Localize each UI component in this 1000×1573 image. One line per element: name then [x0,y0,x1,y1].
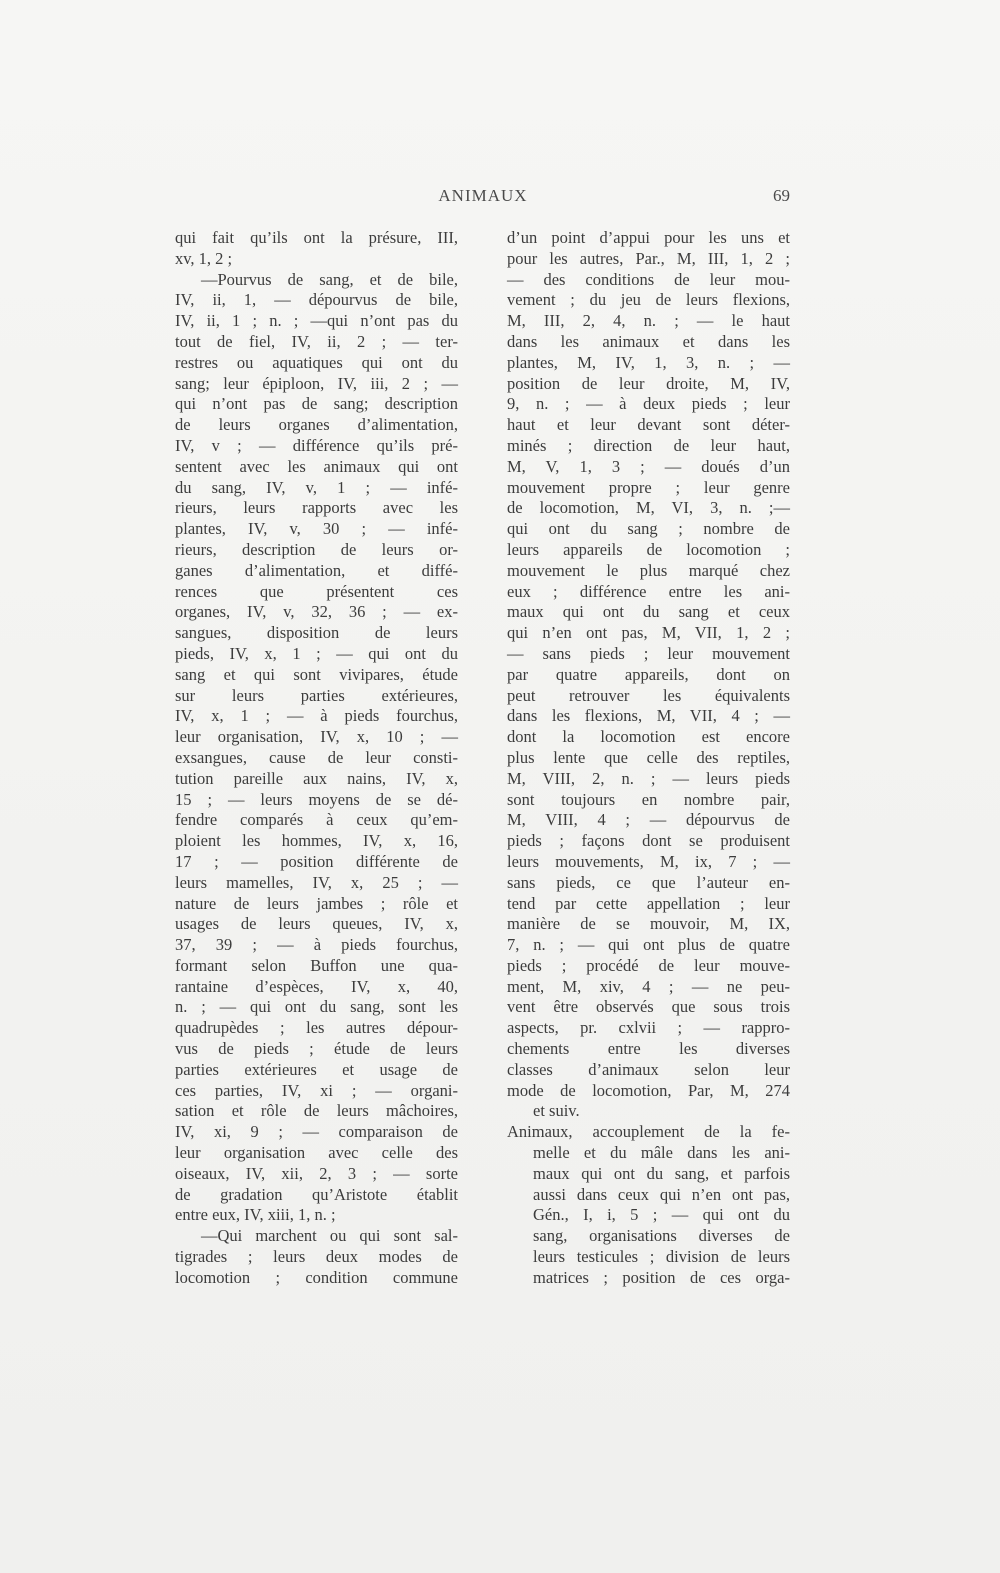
text-line: tend par cette appellation ; leur [507,893,790,913]
text-line: pieds ; façons dont se produisent [507,831,790,851]
text-line: sang, organisations diverses de [533,1226,790,1246]
text-line: sans pieds, ce que l’auteur en- [507,872,790,892]
text-line: nature de leurs jambes ; rôle et [175,893,458,913]
text-line: M, III, 2, 4, n. ; — le haut [507,311,790,331]
text-line: matrices ; position de ces orga- [533,1267,790,1287]
text-line: ploient les hommes, IV, x, 16, [175,831,458,851]
text-line: organes, IV, v, 32, 36 ; — ex- [175,602,458,622]
text-line: rences que présentent ces [175,581,458,601]
text-line: oiseaux, IV, xii, 2, 3 ; — sorte [175,1163,458,1183]
text-line: rieurs, leurs rapports avec les [175,498,458,518]
text-line: locomotion ; condition commune [175,1267,458,1287]
text-line: IV, v ; — différence qu’ils pré- [175,435,458,455]
text-line: IV, ii, 1 ; n. ; —qui n’ont pas du [175,311,458,331]
text-line: quadrupèdes ; les autres dépour- [175,1018,458,1038]
text-line: —Pourvus de sang, et de bile, [201,269,458,289]
text-line: sation et rôle de leurs mâchoires, [175,1101,458,1121]
text-line: haut et leur devant sont déter- [507,415,790,435]
text-line: plantes, IV, v, 30 ; — infé- [175,519,458,539]
text-line: leurs mouvements, M, ix, 7 ; — [507,851,790,871]
text-line: qui n’en ont pas, M, VII, 1, 2 ; [507,623,790,643]
text-line: minés ; direction de leur haut, [507,435,790,455]
text-line: M, VIII, 2, n. ; — leurs pieds [507,768,790,788]
text-line: plus lente que celle des reptiles, [507,747,790,767]
text-line: peut retrouver les équivalents [507,685,790,705]
text-line: pieds ; procédé de leur mouve- [507,955,790,975]
text-line: melle et du mâle dans les ani- [533,1143,790,1163]
text-line: vement ; du jeu de leurs flexions, [507,290,790,310]
text-line: tigrades ; leurs deux modes de [175,1247,458,1267]
text-line: exsangues, cause de leur consti- [175,747,458,767]
text-line: qui fait qu’ils ont la présure, III, [175,228,458,247]
text-line: pour les autres, Par., M, III, 1, 2 ; [507,248,790,268]
text-line: de locomotion, M, VI, 3, n. ;— [507,498,790,518]
text-line: dans les flexions, M, VII, 4 ; — [507,706,790,726]
text-line: entre eux, IV, xiii, 1, n. ; [175,1205,336,1225]
text-line: et suiv. [533,1101,580,1121]
text-line: vent être observés que sous trois [507,997,790,1017]
text-line: de gradation qu’Aristote établit [175,1184,458,1204]
running-head-title: ANIMAUX [438,186,528,205]
text-line: M, V, 1, 3 ; — doués d’un [507,456,790,476]
text-line: parties extérieures et usage de [175,1059,458,1079]
text-line: formant selon Buffon une qua- [175,955,458,975]
text-line: position de leur droite, M, IV, [507,373,790,393]
text-line: 7, n. ; — qui ont plus de quatre [507,935,790,955]
text-line: maux qui ont du sang, et parfois [533,1163,790,1183]
right-column [507,228,790,1289]
text-line: leurs appareils de locomotion ; [507,539,790,559]
text-line: ment, M, xiv, 4 ; — ne peu- [507,976,790,996]
text-line: manière de se mouvoir, M, IX, [507,914,790,934]
text-line: Gén., I, i, 5 ; — qui ont du [533,1205,790,1225]
text-line: dont la locomotion est encore [507,727,790,747]
text-line: xv, 1, 2 ; [175,248,233,268]
text-line: —Qui marchent ou qui sont sal- [201,1226,458,1246]
text-line: usages de leurs queues, IV, x, [175,914,458,934]
text-line: — sans pieds ; leur mouvement [507,643,790,663]
text-line: fendre comparés à ceux qu’em- [175,810,458,830]
text-line: n. ; — qui ont du sang, sont les [175,997,458,1017]
text-line: 17 ; — position différente de [175,851,458,871]
text-line: classes d’animaux selon leur [507,1059,790,1079]
text-line: sont toujours en nombre pair, [507,789,790,809]
text-line: d’un point d’appui pour les uns et [507,228,790,247]
text-line: leur organisation avec celle des [175,1143,458,1163]
text-line: sentent avec les animaux qui ont [175,456,458,476]
text-line: vus de pieds ; étude de leurs [175,1039,458,1059]
page-number: 69 [773,186,790,205]
text-line: ganes d’alimentation, et diffé- [175,560,458,580]
text-line: chements entre les diverses [507,1039,790,1059]
running-head [176,186,790,210]
left-column [175,228,458,1289]
text-line: IV, ii, 1, — dépourvus de bile, [175,290,458,310]
text-line: IV, x, 1 ; — à pieds fourchus, [175,706,458,726]
text-line: sangues, disposition de leurs [175,623,458,643]
text-line: sur leurs parties extérieures, [175,685,458,705]
text-line: rantaine d’espèces, IV, x, 40, [175,976,458,996]
index-entry-heading: Animaux, accouplement de la fe- [507,1122,790,1142]
text-line: du sang, IV, v, 1 ; — infé- [175,477,458,497]
text-line: M, VIII, 4 ; — dépourvus de [507,810,790,830]
text-line: 9, n. ; — à deux pieds ; leur [507,394,790,414]
text-line: pieds, IV, x, 1 ; — qui ont du [175,643,458,663]
text-line: leur organisation, IV, x, 10 ; — [175,727,458,747]
text-line: sang et qui sont vivipares, étude [175,664,458,684]
text-line: ces parties, IV, xi ; — organi- [175,1080,458,1100]
text-line: tution pareille aux nains, IV, x, [175,768,458,788]
text-line: par quatre appareils, dont on [507,664,790,684]
text-line: mouvement le plus marqué chez [507,560,790,580]
text-line: aussi dans ceux qui n’en ont pas, [533,1184,790,1204]
text-line: leurs testicules ; division de leurs [533,1247,790,1267]
text-line: tout de fiel, IV, ii, 2 ; — ter- [175,331,458,351]
text-line: de leurs organes d’alimentation, [175,415,458,435]
text-line: 37, 39 ; — à pieds fourchus, [175,935,458,955]
text-line: mouvement propre ; leur genre [507,477,790,497]
text-line: eux ; différence entre les ani- [507,581,790,601]
text-line: sang; leur épiploon, IV, iii, 2 ; — [175,373,458,393]
text-line: plantes, M, IV, 1, 3, n. ; — [507,352,790,372]
text-line: dans les animaux et dans les [507,331,790,351]
text-line: aspects, pr. cxlvii ; — rappro- [507,1018,790,1038]
text-line: maux qui ont du sang et ceux [507,602,790,622]
text-line: qui n’ont pas de sang; description [175,394,458,414]
text-line: qui ont du sang ; nombre de [507,519,790,539]
text-line: rieurs, description de leurs or- [175,539,458,559]
text-line: leurs mamelles, IV, x, 25 ; — [175,872,458,892]
text-line: mode de locomotion, Par, M, 274 [507,1080,790,1100]
text-line: restres ou aquatiques qui ont du [175,352,458,372]
text-line: — des conditions de leur mou- [507,269,790,289]
text-line: 15 ; — leurs moyens de se dé- [175,789,458,809]
text-line: IV, xi, 9 ; — comparaison de [175,1122,458,1142]
